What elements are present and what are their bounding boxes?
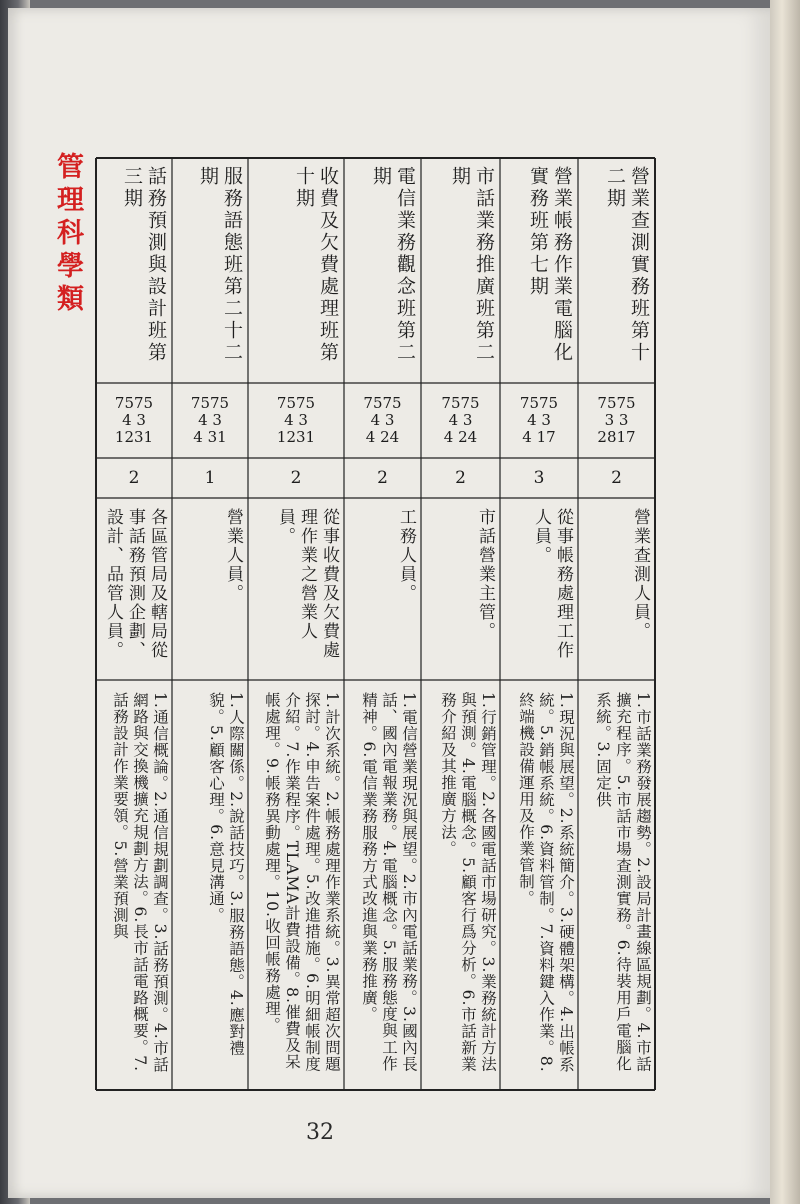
course-content: 1.現況與展望。2.系統簡介。3.硬體架構。4.出帳系統。5.銷帳系統。6.資料管制。7.資料鍵入作業。8.終端機設備運用及作業管制。 [517,692,575,1073]
course-date-line: 4 3 [370,411,395,429]
course-date-line: 2817 [597,428,636,446]
course-date-line: 4 31 [193,428,227,446]
course-title: 市話業務推廣班第二期 [449,166,495,364]
course-date-line: 4 3 [198,411,222,429]
course-content: 1.計次系統。2.帳務處理作業系統。3.異常超次問題探討。4.申告案件處理。5.改進措施。6.明細帳制度介紹。7.作業程序。TLAMA計費設備。8.催費及呆帳處理。9.帳務異動處理。10.收回帳務處理。 [263,692,341,1073]
course-date-line: 7575 [276,394,316,412]
course-dates [578,395,655,446]
course-date-line: 7575 [190,394,230,412]
course-title: 服務語態班第二十二期 [197,166,243,364]
course-participants: 營業查測人員。 [630,508,650,641]
course-content: 1.電信營業現況與展望。2.市內電話業務。3.國內長話、國內電報業務。4.電腦概念。5.服務態度與工作精神。6.電信業務服務方式改進與業務推廣。 [360,692,418,1073]
course-title: 話務預測與設計班第三期 [121,166,167,364]
course-participants: 工務人員。 [396,508,416,603]
course-date-line: 7575 [597,394,636,412]
course-content: 1.人際關係。2.說話技巧。3.服務語態。4.應對禮貌。5.顧客心理。6.意見溝通。 [207,692,245,1057]
course-title: 電信業務觀念班第二期 [370,166,416,364]
course-date-line: 4 3 [527,411,551,429]
course-date-line: 7575 [441,394,480,412]
course-participants: 營業人員。 [223,508,243,603]
course-participants: 市話營業主管。 [475,508,495,641]
course-date-line: 7575 [114,394,154,412]
course-date-line: 4 17 [522,428,556,446]
course-title: 收費及欠費處理班第十期 [293,166,339,364]
course-participants: 從事收費及欠費處理作業之營業人員。 [275,508,339,660]
course-count: 2 [455,468,466,488]
course-participants: 各區管局及轄局從事話務預測企劃、設計、品管人員。 [103,508,167,660]
course-count: 2 [290,468,302,488]
course-participants: 從事帳務處理工作人員。 [531,508,573,660]
course-count: 2 [611,468,622,488]
course-dates [344,395,421,446]
course-date-line: 4 3 [448,411,473,429]
course-date-line: 4 24 [365,428,400,446]
course-date-line: 1231 [114,428,154,446]
course-date-line: 4 3 [284,411,308,429]
course-dates [500,395,578,446]
course-dates [421,395,500,446]
course-title: 營業查測實務班第十二期 [604,166,650,364]
course-count: 2 [377,468,388,488]
course-date-line: 7575 [519,394,559,412]
course-dates [96,395,172,446]
course-count: 2 [128,468,140,488]
page-number: 32 [306,1120,334,1145]
course-content: 1.行銷管理。2.各國電話市場研究。3.業務統計方法與預測。4.電腦概念。5.顧客行爲分析。6.市話新業務介紹及其推廣方法。 [439,692,497,1073]
course-dates [248,395,344,446]
course-date-line: 1231 [276,428,316,446]
course-content: 1.市話業務發展趨勢。2.設局計畫線區規劃。4.市話擴充程序。5.市話市場查測實務。6.待裝用戶電腦化系統。3.固定供 [594,692,652,1073]
course-count: 1 [204,468,216,488]
course-title: 營業帳務作業電腦化實務班第七期 [527,166,573,364]
course-content: 1.通信概論。2.通信規劃調查。3.話務預測。4.市話網路與交換機擴充規劃方法。6.長市話電路概要。7.話務設計作業要領。5.營業預測與 [111,692,169,1073]
course-date-line: 4 3 [122,411,146,429]
course-date-line: 4 24 [443,428,478,446]
course-date-line: 3 3 [604,411,629,429]
course-date-line: 7575 [363,394,402,412]
category-heading: 管理科學類 [52,152,83,317]
course-count: 3 [533,468,545,488]
course-dates [172,395,248,446]
